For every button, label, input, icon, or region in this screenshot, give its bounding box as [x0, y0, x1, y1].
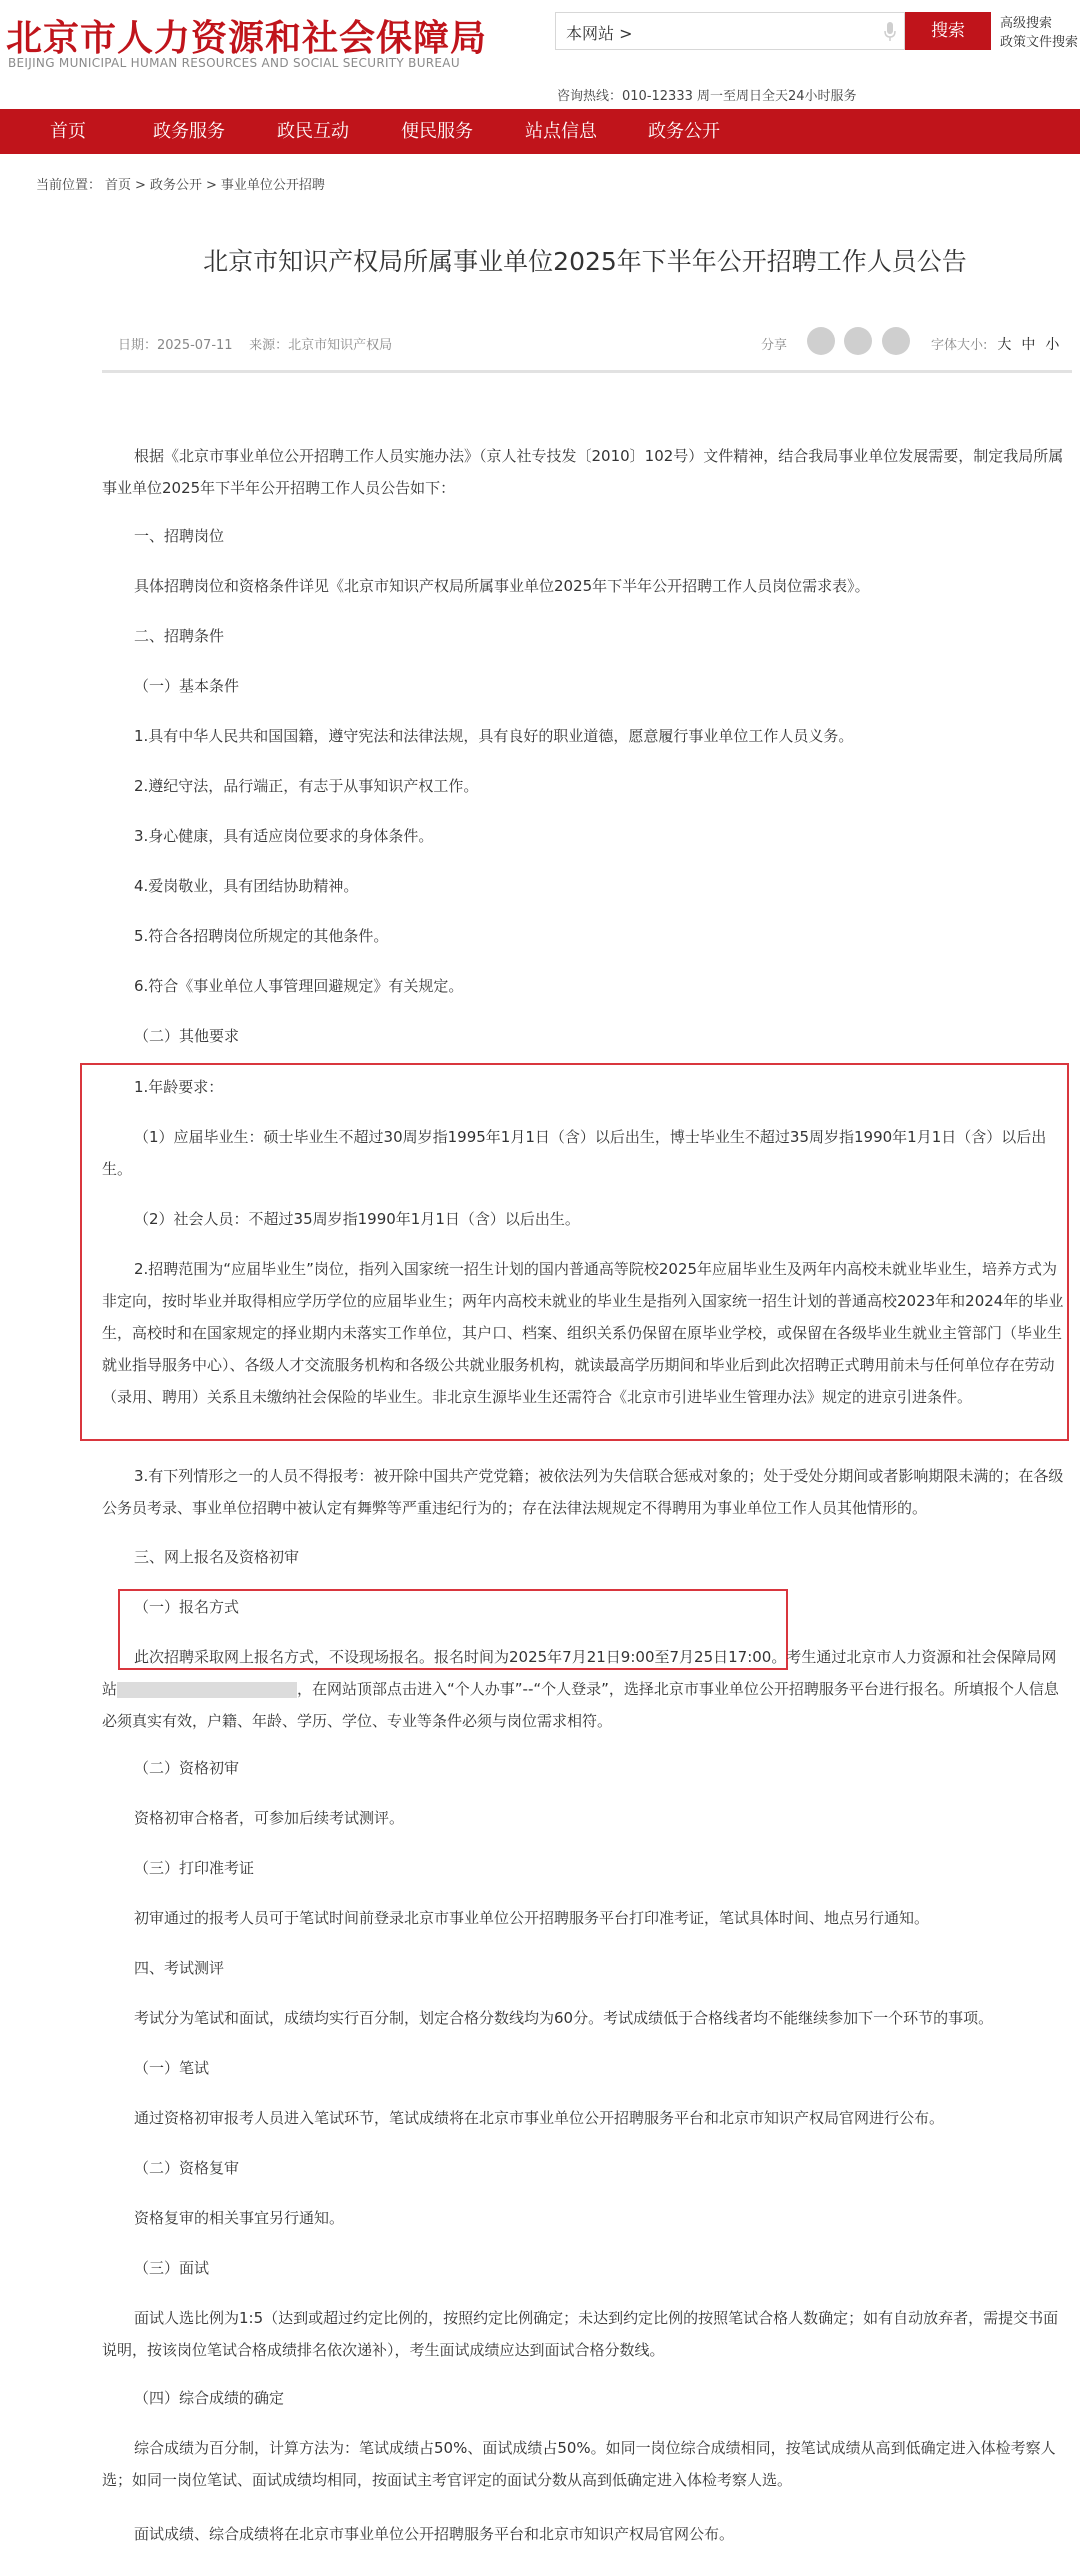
registration-text: 此次招聘采取网上报名方式，不设现场报名。报名时间为2025年7月21日9:00至7月25日17:00。考生通过北京市人力资源和社会保障局网站 — [102, 1648, 1057, 1698]
nav-interaction[interactable]: 政民互动 — [277, 121, 349, 142]
site-logo-english: BEIJING MUNICIPAL HUMAN RESOURCES AND SOCIAL SECURITY BUREAU — [8, 56, 460, 70]
font-size-label: 字体大小: — [931, 338, 988, 353]
article-paragraph: （2）社会人员：不超过35周岁指1990年1月1日（含）以后出生。 — [134, 1210, 580, 1228]
subsection-heading: （三）面试 — [134, 2259, 210, 2277]
microphone-icon[interactable] — [884, 22, 896, 42]
breadcrumb — [36, 174, 329, 193]
main-nav — [0, 109, 1080, 154]
policy-search-link[interactable]: 政策文件搜索 — [1000, 35, 1079, 50]
wechat-share-icon[interactable] — [807, 327, 835, 355]
breadcrumb-separator: > — [135, 178, 146, 193]
section-heading: 四、考试测评 — [134, 1959, 225, 1977]
font-size-large-button[interactable]: 大 — [997, 337, 1012, 353]
meta-divider — [102, 370, 1072, 373]
subsection-heading: （四）综合成绩的确定 — [134, 2389, 285, 2407]
star-favorite-icon[interactable] — [882, 327, 910, 355]
section-heading: 一、招聘岗位 — [134, 527, 225, 545]
search-scope-select[interactable]: 本网站 > — [566, 24, 633, 43]
article-paragraph — [102, 1641, 1070, 1737]
article-paragraph: 6.符合《事业单位人事管理回避规定》有关规定。 — [134, 977, 464, 995]
breadcrumb-label: 当前位置： — [36, 178, 102, 193]
article-paragraph: 综合成绩为百分制，计算方法为：笔试成绩占50%、面试成绩占50%。如同一岗位综合成绩相同，按笔试成绩从高到低确定进入体检考察人选；如同一岗位笔试、面试成绩均相同，按面试主考官评定的面试分数从高到低确定进入体检考察人选。 — [102, 2439, 1056, 2489]
subsection-heading: （一）基本条件 — [134, 677, 240, 695]
article-paragraph: 4.爱岗敬业，具有团结协助精神。 — [134, 877, 359, 895]
breadcrumb-gov-openness[interactable]: 政务公开 — [149, 178, 202, 193]
article-paragraph: 1.具有中华人民共和国国籍，遵守宪法和法律法规，具有良好的职业道德，愿意履行事业单位工作人员义务。 — [134, 727, 854, 745]
article-paragraph: 3.身心健康，具有适应岗位要求的身体条件。 — [134, 827, 434, 845]
redacted-url — [117, 1682, 297, 1698]
article-paragraph: 根据《北京市事业单位公开招聘工作人员实施办法》（京人社专技发〔2010〕102号）文件精神，结合我局事业单位发展需要，制定我局所属事业单位2025年下半年公开招聘工作人员公告如下： — [102, 447, 1064, 497]
subsection-heading: （三）打印准考证 — [134, 1859, 255, 1877]
search-button[interactable]: 搜索 — [905, 12, 991, 50]
article-paragraph: 考试分为笔试和面试，成绩均实行百分制，划定合格分数线均为60分。考试成绩低于合格线者均不能继续参加下一个环节的事项。 — [134, 2009, 994, 2027]
nav-gov-services[interactable]: 政务服务 — [153, 121, 225, 142]
subsection-heading: （二）资格复审 — [134, 2159, 240, 2177]
article-paragraph: 5.符合各招聘岗位所规定的其他条件。 — [134, 927, 389, 945]
nav-home[interactable]: 首页 — [50, 121, 86, 142]
article-paragraph: 3.有下列情形之一的人员不得报考：被开除中国共产党党籍；被依法列为失信联合惩戒对象的；处于受处分期间或者影响期限未满的；在各级公务员考录、事业单位招聘中被认定有舞弊等严重违纪行为的；存在法律法规规定不得聘用为事业单位工作人员其他情形的。 — [102, 1467, 1064, 1517]
registration-text-continued: ，在网站顶部点击进入“个人办事”--“个人登录”，选择北京市事业单位公开招聘服务平台进行报名。所填报个人信息必须真实有效，户籍、年龄、学历、学位、专业等条件必须与岗位需求相符。 — [102, 1680, 1059, 1730]
subsection-heading: （一）笔试 — [134, 2059, 210, 2077]
breadcrumb-current[interactable]: 事业单位公开招聘 — [220, 178, 325, 193]
subsection-heading: （一）报名方式 — [134, 1598, 240, 1616]
hotline-text: 咨询热线：010-12333 周一至周日全天24小时服务 — [557, 89, 857, 104]
article-meta — [118, 334, 392, 353]
font-size-small-button[interactable]: 小 — [1045, 337, 1060, 353]
article-paragraph: （1）应届毕业生：硕士毕业生不超过30周岁指1995年1月1日（含）以后出生，博士毕业生不超过35周岁指1990年1月1日（含）以后出生。 — [102, 1128, 1047, 1178]
article-paragraph: 通过资格初审报考人员进入笔试环节，笔试成绩将在北京市事业单位公开招聘服务平台和北京市知识产权局官网进行公布。 — [134, 2109, 945, 2127]
article-paragraph: 2.遵纪守法，品行端正，有志于从事知识产权工作。 — [134, 777, 479, 795]
article-paragraph: 初审通过的报考人员可于笔试时间前登录北京市事业单位公开招聘服务平台打印准考证，笔试具体时间、地点另行通知。 — [134, 1909, 930, 1927]
article-paragraph: 面试人选比例为1:5（达到或超过约定比例的，按照约定比例确定；未达到约定比例的按照笔试合格人数确定；如有自动放弃者，需提交书面说明，按该岗位笔试合格成绩排名依次递补），考生面试成绩应达到面试合格分数线。 — [102, 2309, 1059, 2359]
article-paragraph: 资格复审的相关事宜另行通知。 — [134, 2209, 345, 2227]
advanced-search-links — [1000, 14, 1078, 52]
site-logo[interactable]: 北京市人力资源和社会保障局 — [6, 18, 488, 59]
advanced-search-link[interactable]: 高级搜索 — [1000, 16, 1053, 31]
breadcrumb-separator: > — [205, 178, 217, 193]
share-label: 分享 — [761, 338, 788, 353]
font-size-control — [931, 334, 1059, 354]
site-header — [0, 0, 1080, 108]
subsection-heading: （二）资格初审 — [134, 1759, 240, 1777]
nav-public-services[interactable]: 便民服务 — [401, 121, 473, 142]
section-heading: 三、网上报名及资格初审 — [134, 1548, 300, 1566]
article-paragraph: 2.招聘范围为“应届毕业生”岗位，指列入国家统一招生计划的国内普通高等院校2025年应届毕业生及两年内高校未就业毕业生，培养方式为非定向，按时毕业并取得相应学历学位的应届毕业生；两年内高校未就业的毕业生是指列入国家统一招生计划的普通高校2023年和2024年的毕业生，高校时和在国家规定的择业期内未落实工作单位，其户口、档案、组织关系仍保留在原毕业学校，或保留在各级毕业生就业主管部门（毕业生就业指导服务中心）、各级人才交流服务机构和各级公共就业服务机构，就读最高学历期间和毕业后到此次招聘正式聘用前未与任何单位存在劳动（录用、聘用）关系且未缴纳社会保险的毕业生。非北京生源毕业生还需符合《北京市引进毕业生管理办法》规定的进京引进条件。 — [102, 1260, 1064, 1406]
article-paragraph: 资格初审合格者，可参加后续考试测评。 — [134, 1809, 405, 1827]
article-paragraph: 1.年龄要求： — [134, 1078, 224, 1096]
section-heading: 二、招聘条件 — [134, 627, 225, 645]
article-source: 来源：北京市知识产权局 — [249, 338, 393, 353]
weibo-share-icon[interactable] — [844, 327, 872, 355]
article-paragraph: 面试成绩、综合成绩将在北京市事业单位公开招聘服务平台和北京市知识产权局官网公布。 — [134, 2525, 735, 2543]
article-date: 日期：2025-07-11 — [118, 338, 233, 353]
breadcrumb-home[interactable]: 首页 — [105, 178, 132, 193]
nav-site-info[interactable]: 站点信息 — [525, 121, 597, 142]
nav-gov-openness[interactable]: 政务公开 — [648, 121, 720, 142]
page-title: 北京市知识产权局所属事业单位2025年下半年公开招聘工作人员公告 — [203, 247, 967, 276]
search-input[interactable] — [555, 12, 905, 50]
subsection-heading: （二）其他要求 — [134, 1027, 240, 1045]
article-paragraph: 具体招聘岗位和资格条件详见《北京市知识产权局所属事业单位2025年下半年公开招聘工作人员岗位需求表》。 — [134, 577, 870, 595]
font-size-medium-button[interactable]: 中 — [1021, 337, 1036, 353]
